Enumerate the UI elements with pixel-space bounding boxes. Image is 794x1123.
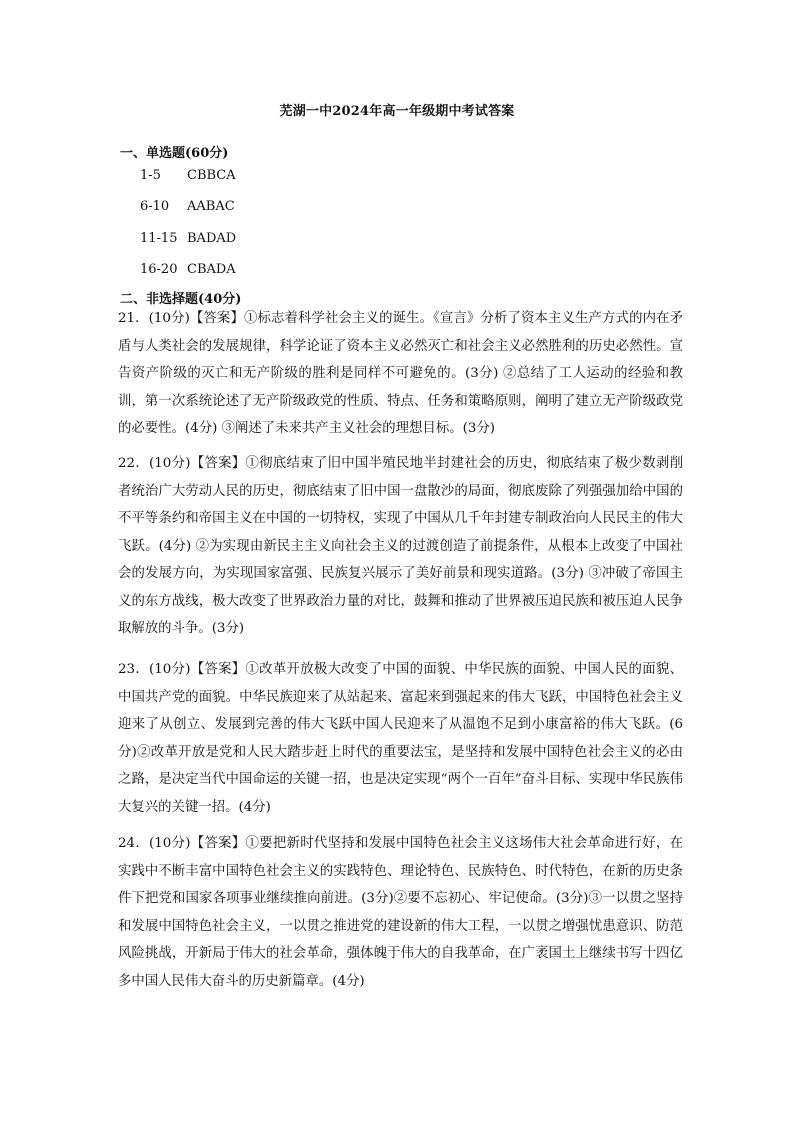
answer-q21: 21．(10分)【答案】①标志着科学社会主义的诞生。《宣言》分析了资本主义生产方式的内在矛盾与人类社会的发展规律，科学论证了资本主义必然灭亡和社会主义必然胜利的历史必然性。宣告资产阶级的灭亡和无产阶级的胜利是同样不可避免的。(3分) ②总结了工人运动的经验和教训，第一次系统论述了无产阶级政党的性质、特点、任务和策略原则，阐明了建立无产阶级政党的必要性。(4分) ③阐述了未来共产主义社会的理想目标。(3分) — [118, 311, 683, 436]
answer-letters: BADAD — [187, 231, 237, 246]
section-heading-single-choice: 一、单选题(60分) — [120, 146, 229, 161]
answer-q23: 23．(10分)【答案】①改革开放极大改变了中国的面貌、中华民族的面貌、中国人民的面貌、中国共产党的面貌。中华民族迎来了从站起来、富起来到强起来的伟大飞跃，中国特色社会主义迎来了从创立、发展到完善的伟大飞跃中国人民迎来了从温饱不足到小康富裕的伟大飞跃。(6分)②改革开放是党和人民大踏步赶上时代的重要法宝，是坚持和发展中国特色社会主义的必由之路，是决定当代中国命运的关键一招，也是决定实现“两个一百年”奋斗目标、实现中华民族伟大复兴的关键一招。(4分) — [118, 662, 683, 815]
section-heading-non-choice: 二、非选择题(40分) — [120, 292, 242, 307]
answer-row — [140, 168, 236, 183]
answer-row — [140, 199, 235, 214]
question-range: 11-15 — [140, 231, 178, 246]
answer-letters: CBADA — [187, 262, 236, 277]
answer-row — [140, 231, 236, 246]
answer-q22: 22．(10分)【答案】①彻底结束了旧中国半殖民地半封建社会的历史，彻底结束了极少数剥削者统治广大劳动人民的历史，彻底结束了旧中国一盘散沙的局面，彻底废除了列强强加给中国的不平等条约和帝国主义在中国的一切特权，实现了中国从几千年封建专制政治向人民民主的伟大飞跃。(4分) ②为实现由新民主主义向社会主义的过渡创造了前提条件，从根本上改变了中国社会的发展方向，为实现国家富强、民族复兴展示了美好前景和现实道路。(3分) ③冲破了帝国主义的东方战线，极大改变了世界政治力量的对比，鼓舞和推动了世界被压迫民族和被压迫人民争取解放的斗争。(3分) — [118, 456, 683, 636]
document-title: 芜湖一中2024年高一年级期中考试答案 — [279, 104, 515, 119]
answer-letters: AABAC — [187, 199, 235, 214]
answer-row — [140, 262, 236, 277]
question-range: 6-10 — [140, 199, 170, 214]
question-range: 16-20 — [140, 262, 178, 277]
question-range: 1-5 — [140, 168, 161, 183]
answer-letters: CBBCA — [187, 168, 236, 183]
answer-q24: 24．(10分)【答案】①要把新时代坚持和发展中国特色社会主义这场伟大社会革命进行好，在实践中不断丰富中国特色社会主义的实践特色、理论特色、民族特色、时代特色，在新的历史条件下把党和国家各项事业继续推向前进。(3分)②要不忘初心、牢记使命。(3分)③一以贯之坚持和发展中国特色社会主义，一以贯之推进党的建设新的伟大工程，一以贯之增强忧患意识、防范风险挑战，开新局于伟大的社会革命，强体魄于伟大的自我革命，在广袤国土上继续书写十四亿多中国人民伟大奋斗的历史新篇章。(4分) — [118, 836, 683, 989]
